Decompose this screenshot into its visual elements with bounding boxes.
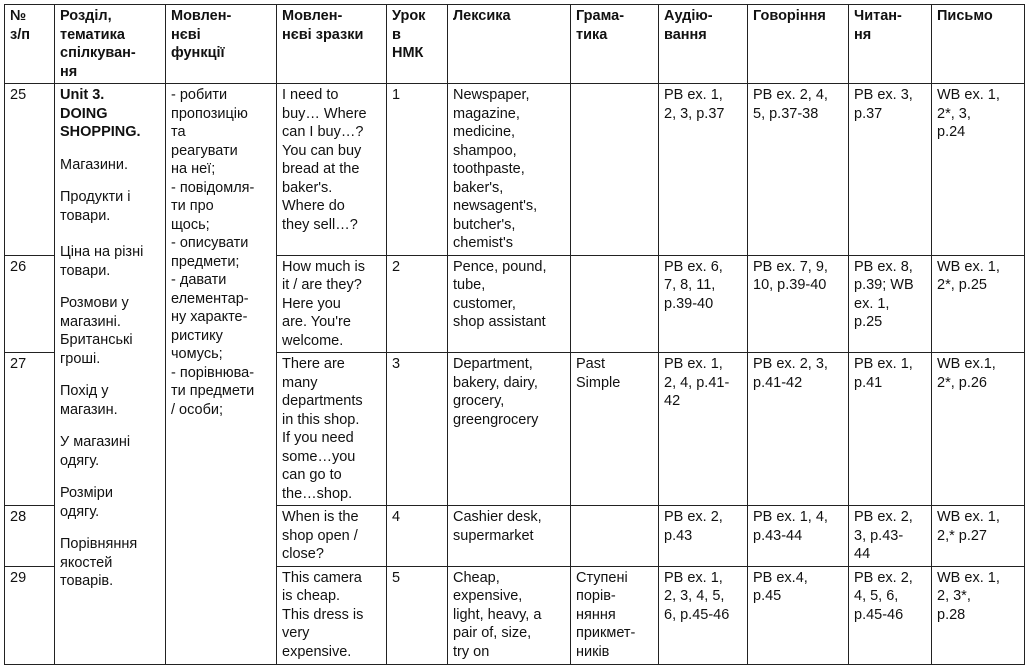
speech-samples: How much is it / are they? Here you are. You're welcome.: [277, 255, 387, 353]
speaking: PB ex. 1, 4, p.43-44: [748, 506, 849, 567]
grammar: [571, 84, 659, 256]
curriculum-table-wrapper: [4, 4, 1025, 665]
grammar: Ступені порів- няння прикмет- ників: [571, 566, 659, 664]
writing: WB ex. 1, 2*, p.25: [932, 255, 1025, 353]
curriculum-table: [4, 4, 1025, 665]
speaking: PB ex. 7, 9, 10, p.39-40: [748, 255, 849, 353]
topic-item: Магазини.: [60, 156, 129, 173]
header-topic: Розділ, тематика спілкуван- ня: [55, 5, 166, 84]
speaking: PB ex. 2, 3, p.41-42: [748, 353, 849, 506]
writing: WB ex. 1, 2, 3*, p.28: [932, 566, 1025, 664]
header-writing: Письмо: [932, 5, 1025, 84]
grammar: [571, 506, 659, 567]
header-listening: Аудію- вання: [659, 5, 748, 84]
listening: PB ex. 6, 7, 8, 11, p.39-40: [659, 255, 748, 353]
reading: PB ex. 8, p.39; WB ex. 1, p.25: [849, 255, 932, 353]
writing: WB ex. 1, 2,* p.27: [932, 506, 1025, 567]
listening: PB ex. 1, 2, 4, p.41- 42: [659, 353, 748, 506]
row-number: 26: [5, 255, 55, 353]
listening: PB ex. 1, 2, 3, 4, 5, 6, p.45-46: [659, 566, 748, 664]
lesson-number: 4: [387, 506, 448, 567]
speech-samples: There are many departments in this shop. If you need some…you can go to the…shop.: [277, 353, 387, 506]
topic-item: Порівняння якостей товарів.: [60, 536, 138, 589]
vocabulary: Cashier desk, supermarket: [448, 506, 571, 567]
grammar: [571, 255, 659, 353]
vocabulary: Pence, pound, tube, customer, shop assistant: [448, 255, 571, 353]
reading: PB ex. 2, 4, 5, 6, p.45-46: [849, 566, 932, 664]
lesson-number: 2: [387, 255, 448, 353]
unit-title: Unit 3. DOING SHOPPING.: [60, 87, 141, 140]
grammar: Past Simple: [571, 353, 659, 506]
lesson-number: 1: [387, 84, 448, 256]
row-number: 28: [5, 506, 55, 567]
topic-item: Продукти і товари.: [60, 189, 131, 224]
speaking: PB ex. 2, 4, 5, p.37-38: [748, 84, 849, 256]
writing: WB ex.1, 2*, p.26: [932, 353, 1025, 506]
reading: PB ex. 3, p.37: [849, 84, 932, 256]
row-number: 29: [5, 566, 55, 664]
header-row: [5, 5, 1025, 84]
header-vocabulary: Лексика: [448, 5, 571, 84]
speech-samples: This camera is cheap. This dress is very expensive.: [277, 566, 387, 664]
header-speaking: Говоріння: [748, 5, 849, 84]
vocabulary: Cheap, expensive, light, heavy, a pair of, size, try on: [448, 566, 571, 664]
vocabulary: Department, bakery, dairy, grocery, greengrocery: [448, 353, 571, 506]
vocabulary: Newspaper, magazine, medicine, shampoo, toothpaste, baker's, newsagent's, butcher's, chemist's: [448, 84, 571, 256]
speech-functions-cell: - робити пропозицію та реагувати на неї; - повідомля- ти про щось; - описувати предмети; - давати елементар- ну характе- ристику чомусь; - порівнюва- ти предмети / особи;: [166, 84, 277, 665]
header-grammar: Грама- тика: [571, 5, 659, 84]
topic-item: У магазині одягу.: [60, 434, 131, 469]
topic-item: Ціна на різні товари.: [60, 244, 144, 279]
reading: PB ex. 1, p.41: [849, 353, 932, 506]
listening: PB ex. 2, p.43: [659, 506, 748, 567]
speech-samples: I need to buy… Where can I buy…? You can buy bread at the baker's. Where do they sell…?: [277, 84, 387, 256]
speech-samples: When is the shop open / close?: [277, 506, 387, 567]
topic-item: Розмови у магазині. Британські гроші.: [60, 295, 133, 367]
header-speech-functions: Мовлен- нєві функції: [166, 5, 277, 84]
topic-item: Похід у магазин.: [60, 383, 118, 418]
writing: WB ex. 1, 2*, 3, p.24: [932, 84, 1025, 256]
speaking: PB ex.4, p.45: [748, 566, 849, 664]
lesson-number: 5: [387, 566, 448, 664]
header-lesson: Урок в НМК: [387, 5, 448, 84]
row-number: 25: [5, 84, 55, 256]
topic-cell: [55, 84, 166, 665]
header-speech-samples: Мовлен- нєві зразки: [277, 5, 387, 84]
listening: PB ex. 1, 2, 3, p.37: [659, 84, 748, 256]
reading: PB ex. 2, 3, p.43- 44: [849, 506, 932, 567]
table-row: [5, 84, 1025, 256]
header-number: № з/п: [5, 5, 55, 84]
topic-item: Розміри одягу.: [60, 485, 113, 520]
header-reading: Читан- ня: [849, 5, 932, 84]
row-number: 27: [5, 353, 55, 506]
lesson-number: 3: [387, 353, 448, 506]
